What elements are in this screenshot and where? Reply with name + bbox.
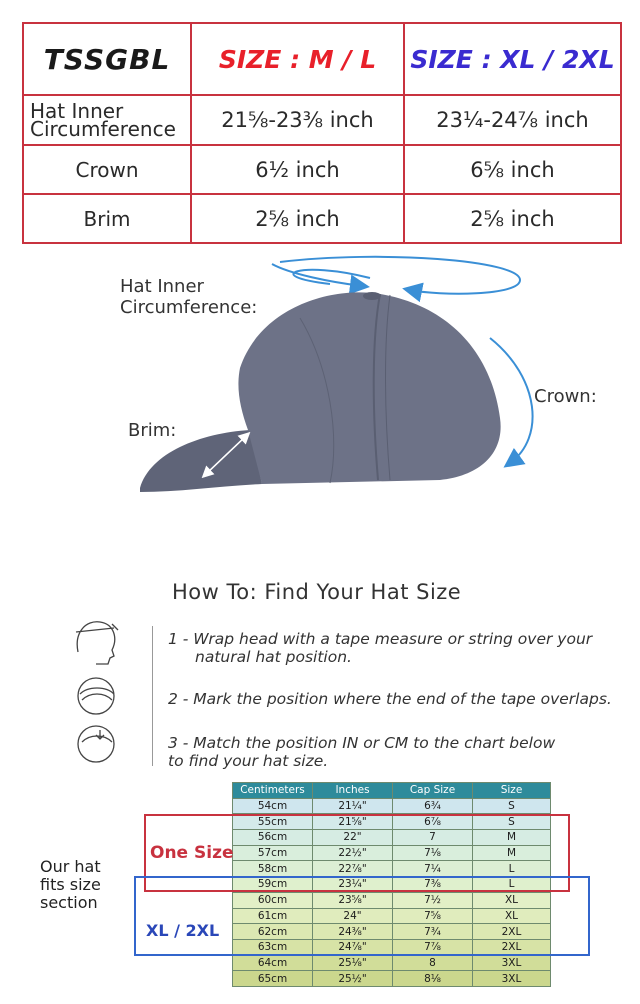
header-xl-cell bbox=[404, 23, 621, 95]
measure-icons bbox=[66, 612, 126, 772]
chart-cell-cm: 57cm bbox=[233, 845, 313, 861]
chart-cell-cm: 62cm bbox=[233, 924, 313, 940]
table-row bbox=[233, 971, 551, 987]
tape-mark-icon bbox=[78, 678, 114, 714]
chart-cell-in: 21¼" bbox=[313, 798, 393, 814]
chart-cell-cm: 59cm bbox=[233, 877, 313, 893]
chart-cell-cap: 7⅛ bbox=[393, 845, 473, 861]
xl-2xl-highlight bbox=[134, 876, 590, 956]
table-row bbox=[23, 95, 621, 145]
chart-cell-size: S bbox=[473, 798, 551, 814]
cell-ml-circumference: 21⅝-23⅜ inch bbox=[191, 95, 404, 145]
chart-cell-cm: 61cm bbox=[233, 908, 313, 924]
chart-cell-in: 24⅜" bbox=[313, 924, 393, 940]
chart-header-cm: Centimeters bbox=[233, 783, 313, 799]
howto-title: How To: Find Your Hat Size bbox=[172, 580, 462, 604]
chart-cell-cap: 7¾ bbox=[393, 924, 473, 940]
chart-cell-in: 22½" bbox=[313, 845, 393, 861]
chart-cell-size: XL bbox=[473, 908, 551, 924]
chart-cell-size: M bbox=[473, 845, 551, 861]
table-row bbox=[233, 798, 551, 814]
chart-cell-size: M bbox=[473, 830, 551, 846]
table-row bbox=[23, 194, 621, 243]
chart-cell-in: 22" bbox=[313, 830, 393, 846]
table-row bbox=[233, 955, 551, 971]
chart-header-row bbox=[233, 783, 551, 799]
chart-cell-cm: 63cm bbox=[233, 939, 313, 955]
howto-step-3: 3 - Match the position IN or CM to the chart below to find your hat size. bbox=[168, 734, 556, 770]
chart-cell-cm: 55cm bbox=[233, 814, 313, 830]
chart-cell-size: 2XL bbox=[473, 939, 551, 955]
xl-2xl-label: XL / 2XL bbox=[146, 921, 220, 940]
cell-xl-circumference: 23¼-24⅞ inch bbox=[404, 95, 621, 145]
hat-illustration bbox=[0, 248, 640, 568]
chart-cell-in: 25⅛" bbox=[313, 955, 393, 971]
chart-cell-cap: 7¼ bbox=[393, 861, 473, 877]
circumference-arrow bbox=[280, 257, 520, 294]
chart-cell-cap: 6⅞ bbox=[393, 814, 473, 830]
howto-step-1: 1 - Wrap head with a tape measure or string over your natural hat position. bbox=[168, 630, 593, 666]
chart-cell-in: 23¼" bbox=[313, 877, 393, 893]
cell-ml-brim: 2⅝ inch bbox=[191, 194, 404, 243]
chart-cell-cap: 7⅞ bbox=[393, 939, 473, 955]
chart-cell-in: 23⅝" bbox=[313, 892, 393, 908]
cell-xl-crown: 6⅝ inch bbox=[404, 145, 621, 194]
table-row bbox=[23, 145, 621, 194]
chart-cell-size: 2XL bbox=[473, 924, 551, 940]
cell-ml-crown: 6½ inch bbox=[191, 145, 404, 194]
chart-header-in: Inches bbox=[313, 783, 393, 799]
head-tape-icon bbox=[76, 622, 118, 664]
chart-header-cap: Cap Size bbox=[393, 783, 473, 799]
chart-cell-cap: 7 bbox=[393, 830, 473, 846]
chart-cell-cm: 65cm bbox=[233, 971, 313, 987]
label-circumference: Hat Inner Circumference: bbox=[120, 276, 258, 318]
size-table bbox=[22, 22, 622, 244]
chart-header-size: Size bbox=[473, 783, 551, 799]
row-label-crown: Crown bbox=[23, 145, 191, 194]
chart-cell-in: 22⅞" bbox=[313, 861, 393, 877]
chart-cell-cap: 7⅝ bbox=[393, 908, 473, 924]
chart-cell-in: 21⅝" bbox=[313, 814, 393, 830]
chart-cell-size: 3XL bbox=[473, 971, 551, 987]
hat-crown bbox=[238, 292, 500, 484]
label-brim: Brim: bbox=[128, 420, 177, 441]
brand-cell bbox=[23, 23, 191, 95]
chart-cell-size: L bbox=[473, 861, 551, 877]
chart-cell-in: 24" bbox=[313, 908, 393, 924]
divider-line bbox=[152, 626, 153, 766]
chart-cell-cm: 64cm bbox=[233, 955, 313, 971]
chart-cell-cap: 7½ bbox=[393, 892, 473, 908]
header-ml-cell bbox=[191, 23, 404, 95]
header-size-xl: SIZE : XL / 2XL bbox=[410, 44, 615, 74]
chart-cell-cap: 8⅛ bbox=[393, 971, 473, 987]
chart-cell-cap: 6¾ bbox=[393, 798, 473, 814]
size-table-header-row bbox=[23, 23, 621, 95]
tape-overlap-icon bbox=[78, 726, 114, 762]
chart-cell-size: S bbox=[473, 814, 551, 830]
chart-cell-cap: 8 bbox=[393, 955, 473, 971]
howto-step-2: 2 - Mark the position where the end of the tape overlaps. bbox=[168, 690, 612, 708]
chart-cell-in: 25½" bbox=[313, 971, 393, 987]
one-size-label: One Size bbox=[150, 843, 234, 863]
label-crown: Crown: bbox=[534, 386, 597, 407]
hat-diagram bbox=[0, 248, 640, 568]
chart-cell-cm: 56cm bbox=[233, 830, 313, 846]
fits-note: Our hat fits size section bbox=[40, 857, 101, 912]
chart-cell-cm: 60cm bbox=[233, 892, 313, 908]
chart-cell-size: L bbox=[473, 877, 551, 893]
chart-cell-cm: 58cm bbox=[233, 861, 313, 877]
chart-cell-cm: 54cm bbox=[233, 798, 313, 814]
chart-cell-size: XL bbox=[473, 892, 551, 908]
header-size-ml: SIZE : M / L bbox=[218, 44, 377, 74]
chart-cell-size: 3XL bbox=[473, 955, 551, 971]
brand-logo: TSSGBL bbox=[43, 42, 171, 76]
chart-cell-in: 24⅞" bbox=[313, 939, 393, 955]
cell-xl-brim: 2⅝ inch bbox=[404, 194, 621, 243]
chart-cell-cap: 7⅜ bbox=[393, 877, 473, 893]
row-label-brim: Brim bbox=[23, 194, 191, 243]
row-label-circumference: Hat Inner Circumference bbox=[23, 95, 191, 145]
